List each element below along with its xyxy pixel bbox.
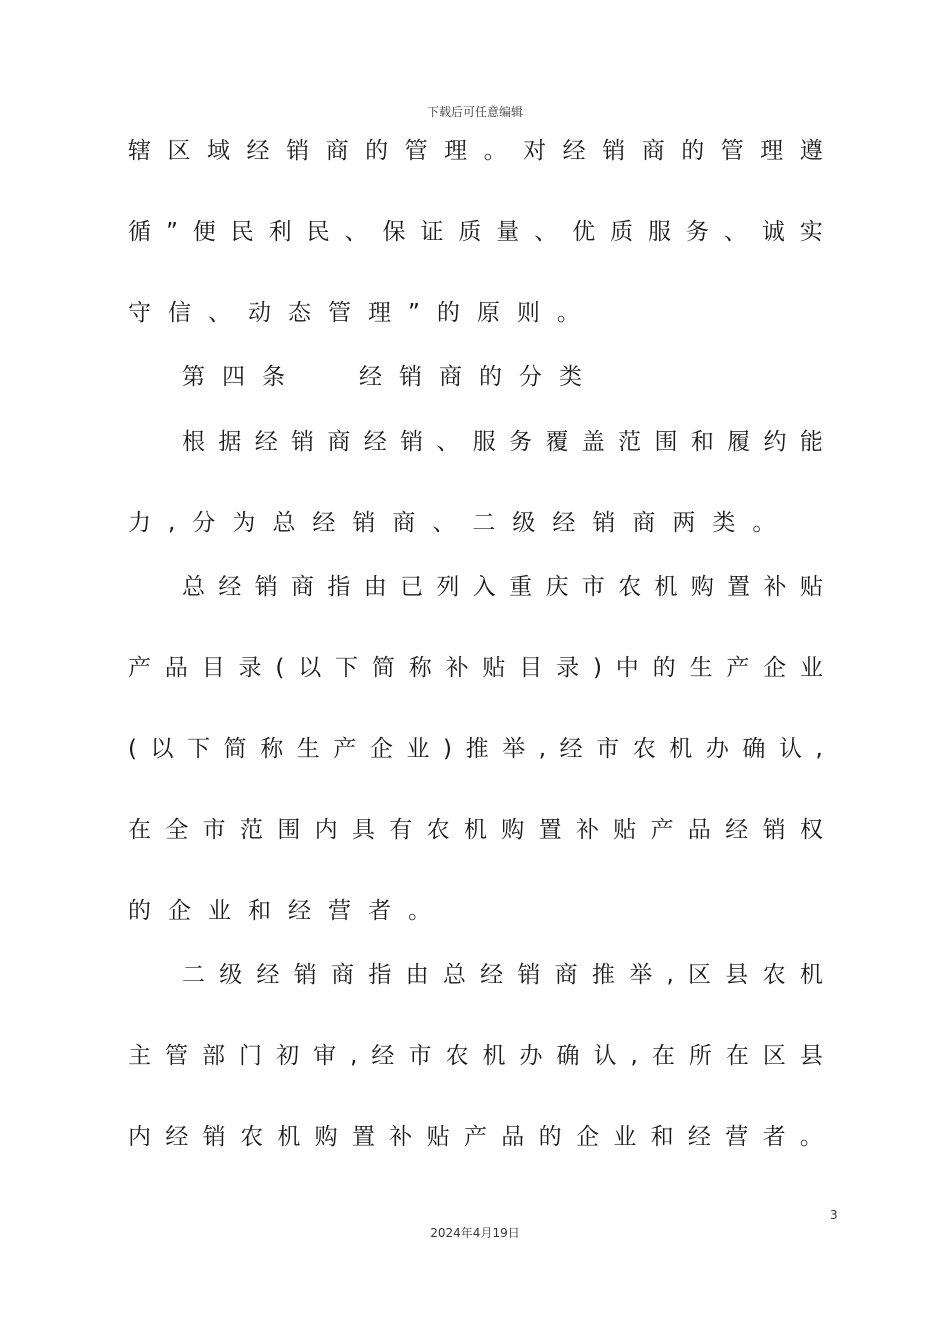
glyph: 第: [182, 364, 205, 390]
glyph: 由: [405, 962, 429, 988]
glyph: 简: [371, 655, 395, 681]
glyph: 、: [344, 219, 368, 245]
glyph: 、: [432, 510, 456, 536]
text-line: [128, 653, 823, 683]
glyph: 管: [720, 138, 744, 164]
glyph: 商: [632, 510, 656, 536]
glyph: 确: [742, 736, 766, 762]
glyph: 证: [420, 219, 444, 245]
glyph: 产: [726, 655, 750, 681]
glyph: 。: [483, 138, 507, 164]
glyph: 经: [725, 817, 749, 843]
glyph: ): [592, 655, 602, 681]
glyph: 经: [552, 510, 576, 536]
glyph: 县: [725, 962, 749, 988]
glyph: 经: [687, 1124, 711, 1150]
glyph: 动: [248, 300, 271, 326]
glyph: 贴: [613, 817, 637, 843]
glyph: 为: [232, 510, 256, 536]
glyph: 具: [351, 817, 375, 843]
glyph: 指: [327, 574, 351, 600]
glyph: 举: [502, 736, 526, 762]
glyph: 围: [654, 429, 678, 455]
glyph: 购: [314, 1124, 338, 1150]
text-line: [128, 815, 823, 845]
glyph: 务: [685, 219, 709, 245]
glyph: 总: [272, 510, 296, 536]
glyph: 机: [277, 1124, 301, 1150]
glyph: 力: [128, 510, 151, 536]
glyph: 约: [763, 429, 787, 455]
glyph: 。: [799, 1124, 823, 1150]
glyph: 理: [760, 138, 784, 164]
glyph: 理: [444, 138, 468, 164]
glyph: 业: [208, 898, 231, 924]
glyph: 的: [538, 1124, 562, 1150]
glyph: 和: [248, 898, 271, 924]
glyph: 产: [128, 655, 151, 681]
glyph: [302, 362, 325, 392]
glyph: 商: [291, 574, 315, 600]
glyph: 。: [752, 510, 776, 536]
text-line: [182, 960, 823, 990]
glyph: 覆: [545, 429, 569, 455]
glyph: 认: [778, 736, 802, 762]
glyph: 四: [222, 364, 245, 390]
glyph: 原: [476, 300, 500, 326]
glyph: 根: [182, 429, 205, 455]
glyph: ): [443, 736, 453, 762]
text-line: [182, 362, 823, 392]
glyph: 销: [254, 574, 278, 600]
glyph: 信: [168, 300, 191, 326]
glyph: 主: [128, 1043, 151, 1069]
glyph: 的: [128, 898, 151, 924]
glyph: 经: [256, 962, 280, 988]
glyph: 已: [400, 574, 424, 600]
glyph: 范: [618, 429, 642, 455]
glyph: 补: [389, 1124, 413, 1150]
glyph: 下: [335, 655, 359, 681]
glyph: 销: [202, 1124, 226, 1150]
glyph: 类: [559, 364, 582, 390]
glyph: 能: [799, 429, 823, 455]
glyph: 商: [392, 510, 416, 536]
glyph: 简: [223, 736, 247, 762]
glyph: 产: [333, 736, 357, 762]
glyph: 分: [192, 510, 216, 536]
glyph: 经: [246, 138, 270, 164]
glyph: 销: [762, 817, 786, 843]
glyph: 商: [325, 138, 349, 164]
glyph: 者: [762, 1124, 786, 1150]
glyph: 部: [202, 1043, 226, 1069]
glyph: 补: [763, 574, 787, 600]
glyph: 补: [445, 655, 469, 681]
glyph: 二: [472, 510, 496, 536]
glyph: 保: [382, 219, 406, 245]
glyph: 两: [672, 510, 696, 536]
glyph: 企: [168, 898, 191, 924]
text-line: [128, 734, 823, 764]
glyph: 机: [654, 574, 678, 600]
glyph: 置: [351, 1124, 375, 1150]
glyph: 推: [465, 736, 489, 762]
glyph: 分: [519, 364, 542, 390]
glyph: (: [128, 736, 137, 762]
glyph: 对: [523, 138, 547, 164]
text-line: [128, 508, 823, 538]
glyph: 称: [260, 736, 284, 762]
glyph: 守: [128, 300, 151, 326]
glyph: 经: [254, 429, 278, 455]
glyph: 利: [268, 219, 292, 245]
glyph: 企: [575, 1124, 599, 1150]
glyph: 围: [277, 817, 301, 843]
glyph: 诚: [761, 219, 785, 245]
glyph: 入: [472, 574, 496, 600]
glyph: 在: [128, 817, 151, 843]
glyph: 实: [799, 219, 823, 245]
glyph: 二: [182, 962, 205, 988]
glyph: 品: [687, 817, 711, 843]
glyph: 农: [762, 962, 786, 988]
glyph: 和: [650, 1124, 674, 1150]
glyph: 总: [182, 574, 205, 600]
glyph: 级: [219, 962, 243, 988]
page-header: 下载后可任意编辑: [426, 105, 523, 119]
glyph: 所: [688, 1043, 712, 1069]
glyph: 态: [288, 300, 311, 326]
glyph: 营: [725, 1124, 749, 1150]
glyph: 门: [239, 1043, 263, 1069]
glyph: 企: [763, 655, 787, 681]
glyph: 经: [480, 962, 504, 988]
glyph: 循: [128, 219, 151, 245]
glyph: 产: [463, 1124, 487, 1150]
glyph: 服: [472, 429, 496, 455]
glyph: 销: [293, 962, 317, 988]
glyph: 、: [208, 300, 231, 326]
glyph: 、: [723, 219, 747, 245]
glyph: 、: [436, 429, 460, 455]
glyph: 商: [641, 138, 665, 164]
glyph: 销: [602, 138, 626, 164]
glyph: 经: [359, 364, 382, 390]
glyph: 销: [352, 510, 376, 536]
glyph: 贴: [426, 1124, 450, 1150]
glyph: ,: [168, 510, 176, 536]
glyph: 举: [629, 962, 653, 988]
glyph: 称: [408, 655, 432, 681]
glyph: 民: [230, 219, 254, 245]
glyph: 。: [556, 300, 580, 326]
glyph: 购: [690, 574, 714, 600]
glyph: 推: [591, 962, 615, 988]
glyph: 市: [581, 574, 605, 600]
glyph: 区: [688, 962, 712, 988]
glyph: 据: [218, 429, 242, 455]
glyph: 录: [556, 655, 580, 681]
glyph: 条: [262, 364, 285, 390]
footer-date: 2024年4月19日: [430, 1226, 520, 1240]
glyph: 商: [331, 962, 355, 988]
glyph: 质: [610, 219, 634, 245]
glyph: 企: [369, 736, 393, 762]
glyph: 服: [648, 219, 672, 245]
glyph: 贴: [799, 574, 823, 600]
glyph: 经: [312, 510, 336, 536]
glyph: 辖: [128, 138, 151, 164]
glyph: 区: [167, 138, 191, 164]
glyph: 商: [327, 429, 351, 455]
glyph: 盖: [581, 429, 605, 455]
glyph: 权: [799, 817, 823, 843]
glyph: 指: [368, 962, 392, 988]
glyph: 有: [389, 817, 413, 843]
glyph: 商: [439, 364, 462, 390]
glyph: 优: [572, 219, 596, 245]
glyph: 的: [479, 364, 502, 390]
glyph: 管: [165, 1043, 189, 1069]
glyph: 管: [404, 138, 428, 164]
glyph: ”: [165, 219, 178, 245]
text-line: [182, 427, 823, 457]
glyph: 录: [238, 655, 262, 681]
glyph: 域: [207, 138, 231, 164]
glyph: 销: [286, 138, 310, 164]
glyph: 。: [408, 898, 431, 924]
glyph: 务: [509, 429, 533, 455]
glyph: 和: [690, 429, 714, 455]
glyph: 便: [192, 219, 216, 245]
glyph: 经: [371, 1043, 395, 1069]
glyph: 总: [442, 962, 466, 988]
glyph: 置: [538, 817, 562, 843]
page-number: 3: [830, 1208, 838, 1222]
glyph: 的: [652, 655, 676, 681]
glyph: 在: [651, 1043, 675, 1069]
glyph: 者: [368, 898, 391, 924]
glyph: 贴: [482, 655, 506, 681]
glyph: 管: [328, 300, 351, 326]
text-line: [128, 298, 823, 328]
glyph: ,: [815, 736, 823, 762]
glyph: 、: [534, 219, 558, 245]
glyph: 销: [291, 429, 315, 455]
glyph: 重: [509, 574, 533, 600]
glyph: 产: [650, 817, 674, 843]
glyph: 生: [689, 655, 713, 681]
glyph: 补: [575, 817, 599, 843]
glyph: 类: [712, 510, 736, 536]
glyph: 初: [276, 1043, 300, 1069]
glyph: 审: [313, 1043, 337, 1069]
glyph: 销: [517, 962, 541, 988]
glyph: 全: [165, 817, 189, 843]
text-line: [128, 136, 823, 166]
glyph: 机: [669, 736, 693, 762]
glyph: 市: [596, 736, 620, 762]
glyph: 销: [399, 364, 422, 390]
glyph: 经: [165, 1124, 189, 1150]
glyph: 内: [314, 817, 338, 843]
glyph: 县: [799, 1043, 823, 1069]
glyph: 的: [681, 138, 705, 164]
glyph: 则: [516, 300, 540, 326]
text-line: [182, 572, 823, 602]
glyph: 级: [512, 510, 536, 536]
glyph: 商: [554, 962, 578, 988]
glyph: 业: [800, 655, 823, 681]
glyph: 品: [164, 655, 188, 681]
glyph: 质: [458, 219, 482, 245]
glyph: (: [275, 655, 285, 681]
text-line: [128, 217, 823, 247]
glyph: 市: [202, 817, 226, 843]
glyph: 内: [128, 1124, 151, 1150]
glyph: 下: [187, 736, 211, 762]
glyph: 目: [519, 655, 543, 681]
glyph: 目: [201, 655, 225, 681]
glyph: 市: [408, 1043, 432, 1069]
glyph: 农: [426, 817, 450, 843]
glyph: 农: [632, 736, 656, 762]
glyph: 经: [218, 574, 242, 600]
glyph: 认: [593, 1043, 617, 1069]
glyph: 量: [496, 219, 520, 245]
glyph: 置: [727, 574, 751, 600]
glyph: 销: [400, 429, 424, 455]
glyph: 经: [562, 138, 586, 164]
glyph: ”: [408, 300, 420, 326]
glyph: 品: [501, 1124, 525, 1150]
glyph: ,: [666, 962, 674, 988]
glyph: 以: [150, 736, 174, 762]
glyph: 经: [559, 736, 583, 762]
glyph: 业: [613, 1124, 637, 1150]
glyph: 业: [406, 736, 430, 762]
glyph: 机: [799, 962, 823, 988]
glyph: 民: [306, 219, 330, 245]
glyph: 机: [463, 817, 487, 843]
glyph: 农: [445, 1043, 469, 1069]
glyph: 办: [519, 1043, 543, 1069]
glyph: 确: [556, 1043, 580, 1069]
glyph: 经: [363, 429, 387, 455]
glyph: 由: [363, 574, 387, 600]
glyph: 营: [328, 898, 351, 924]
glyph: 范: [239, 817, 263, 843]
glyph: 农: [239, 1124, 263, 1150]
glyph: ,: [538, 736, 547, 762]
glyph: 经: [288, 898, 311, 924]
glyph: ,: [630, 1043, 638, 1069]
glyph: 农: [618, 574, 642, 600]
text-line: [128, 1122, 823, 1152]
glyph: 中: [615, 655, 639, 681]
glyph: 遵: [799, 138, 823, 164]
glyph: 的: [365, 138, 389, 164]
glyph: 以: [298, 655, 322, 681]
glyph: 购: [501, 817, 525, 843]
glyph: 区: [762, 1043, 786, 1069]
glyph: 销: [592, 510, 616, 536]
glyph: 办: [705, 736, 729, 762]
glyph: 机: [482, 1043, 506, 1069]
glyph: 的: [436, 300, 460, 326]
glyph: 理: [368, 300, 391, 326]
text-line: [128, 896, 823, 926]
glyph: 列: [436, 574, 460, 600]
text-line: [128, 1041, 823, 1071]
glyph: 在: [725, 1043, 749, 1069]
glyph: 庆: [545, 574, 569, 600]
glyph: 生: [296, 736, 320, 762]
glyph: 履: [727, 429, 751, 455]
glyph: ,: [350, 1043, 358, 1069]
